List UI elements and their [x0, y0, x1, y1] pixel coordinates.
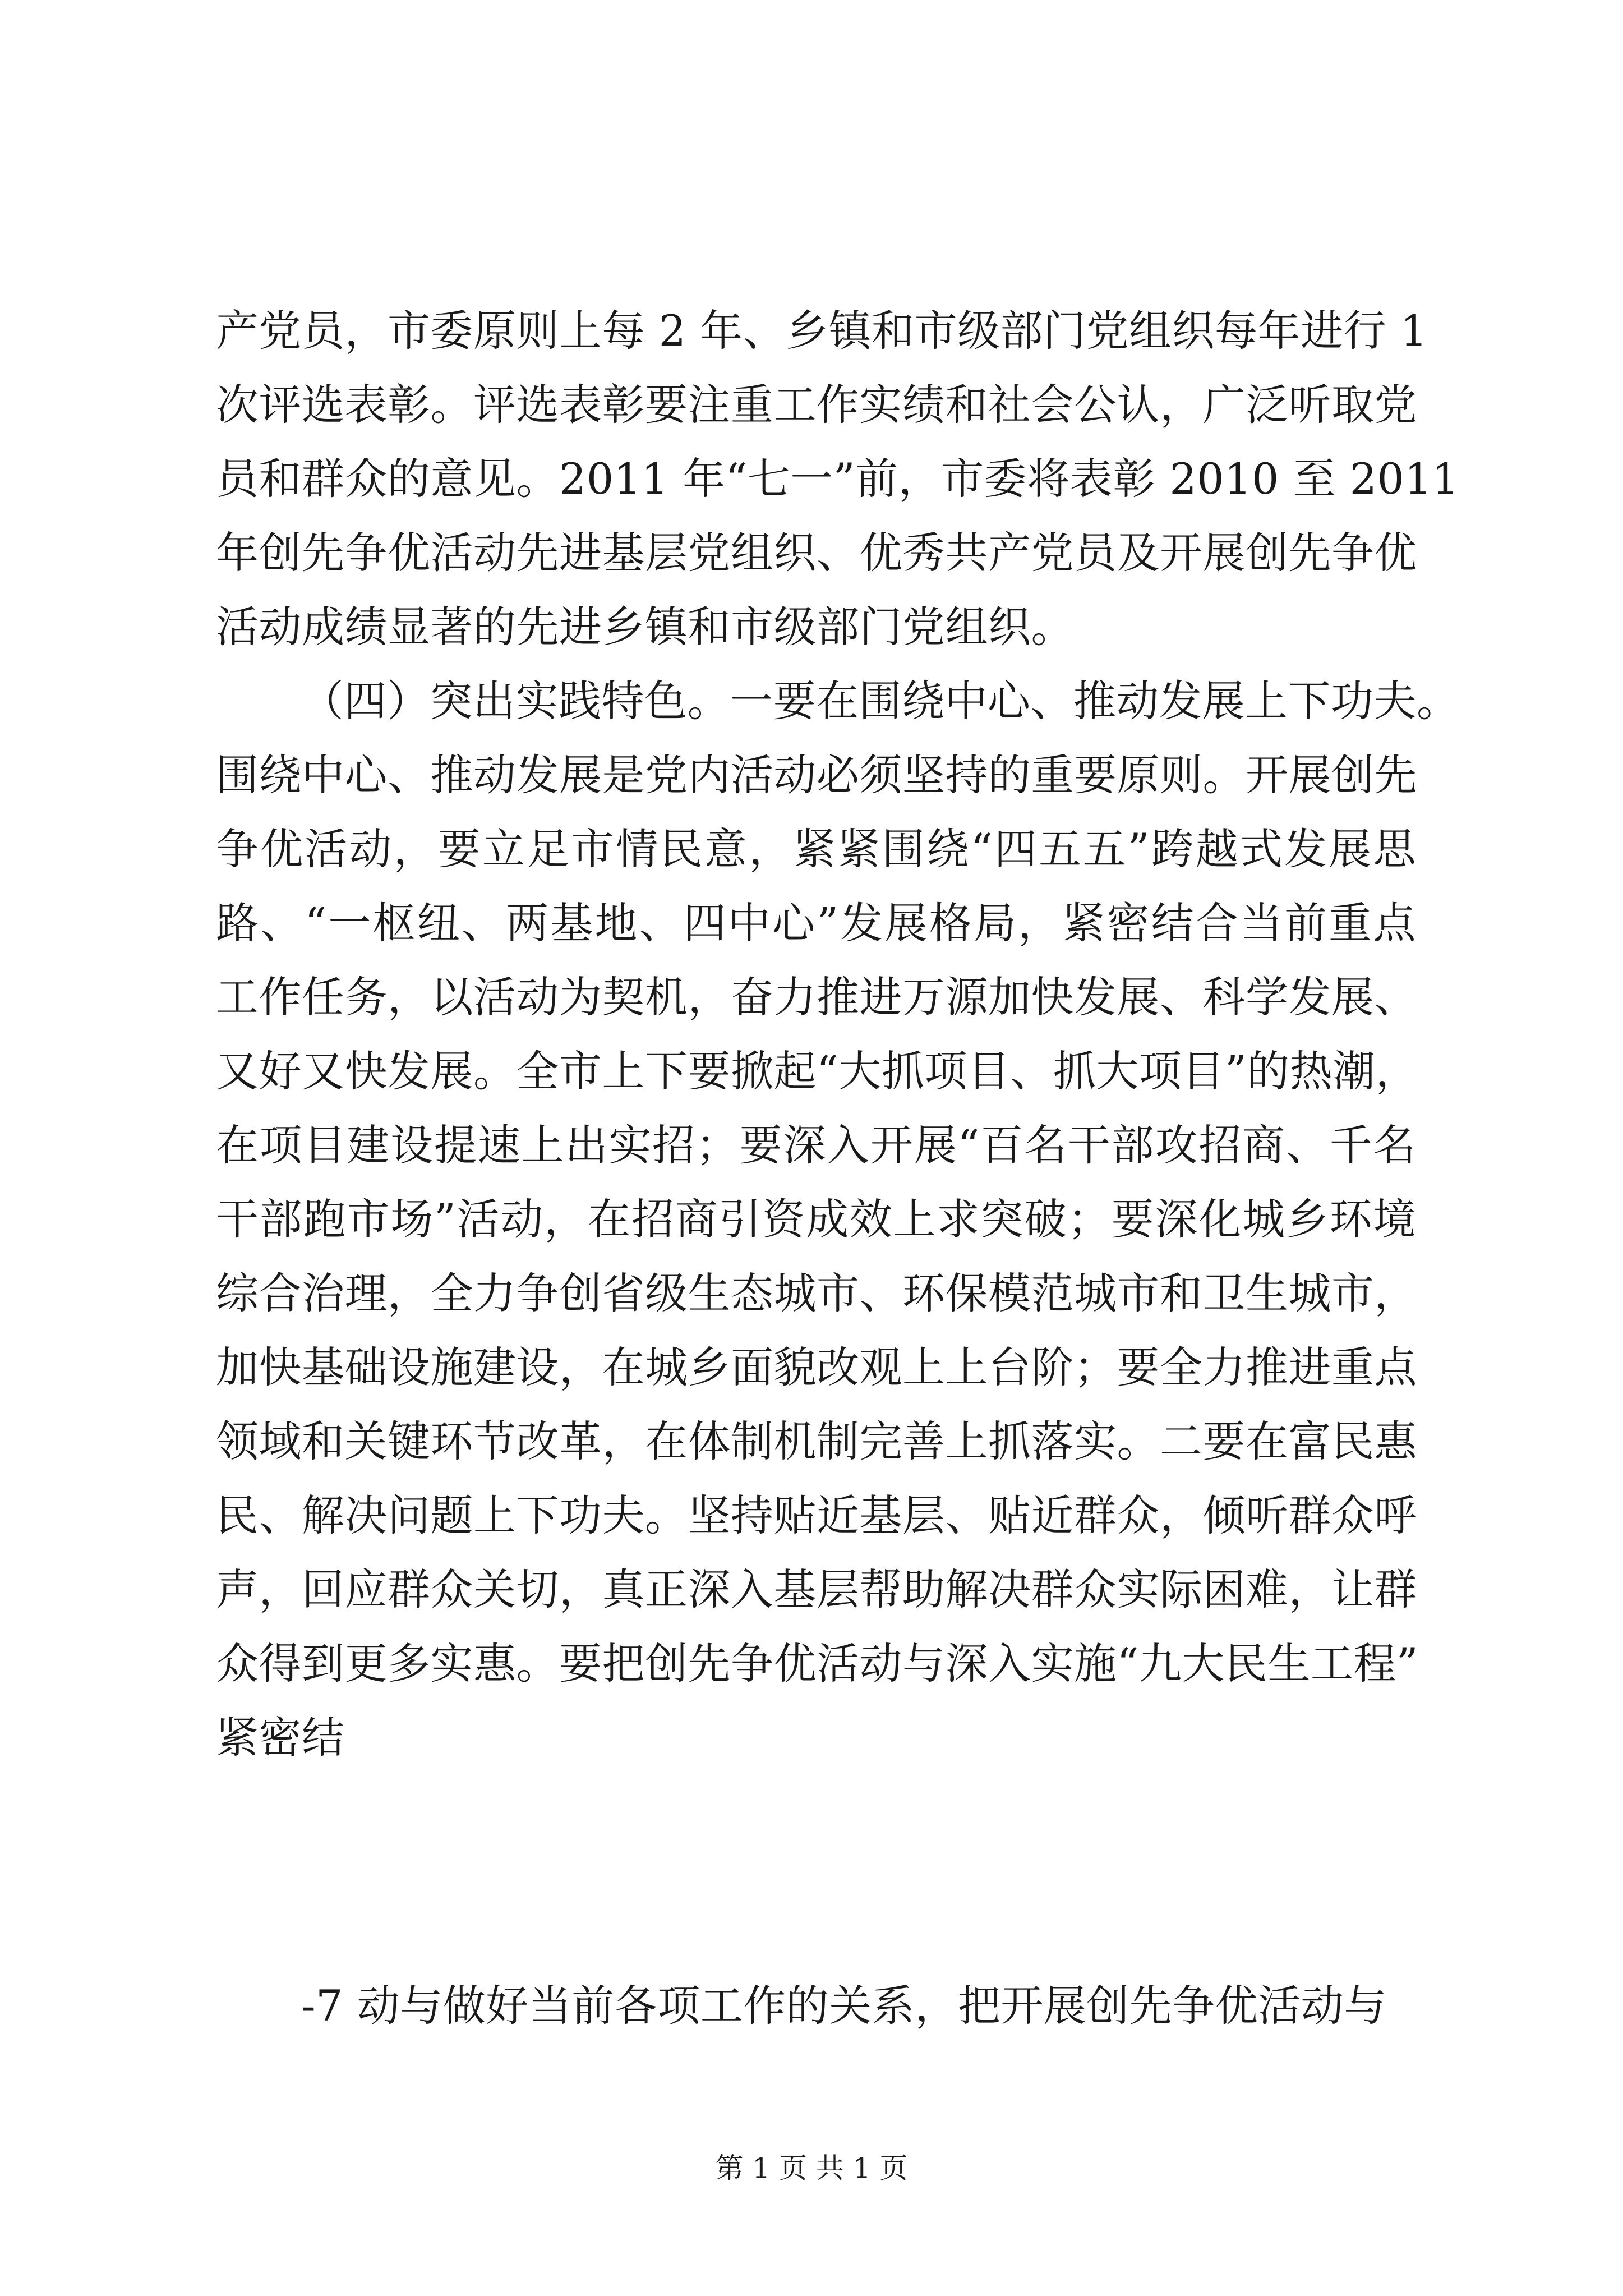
- text-line: 工作任务，以活动为契机，奋力推进万源加快发展、科学发展、: [216, 972, 1417, 1022]
- text-line: 产党员，市委原则上每 2 年、乡镇和市级部门党组织每年进行 1: [216, 306, 1428, 356]
- text-line: 紧密结: [216, 1713, 345, 1763]
- text-line: 民、解决问题上下功夫。坚持贴近基层、贴近群众，倾听群众呼: [216, 1490, 1417, 1540]
- text-line: 众得到更多实惠。要把创先争优活动与深入实施“九大民生工程”: [216, 1639, 1419, 1688]
- page-footer: [0, 2148, 1623, 2188]
- continuation-fragment: [216, 1969, 1416, 2043]
- text-line: 路、“一枢纽、两基地、四中心”发展格局，紧密结合当前重点: [216, 898, 1416, 948]
- text-line: 次评选表彰。评选表彰要注重工作实绩和社会公认，广泛听取党: [216, 380, 1417, 430]
- text-line: 争优活动，要立足市情民意，紧紧围绕“四五五”跨越式发展思: [216, 824, 1416, 874]
- page-number-label: 第 1 页 共 1 页: [715, 2152, 908, 2184]
- text-line: 领域和关键环节改革，在体制机制完善上抓落实。二要在富民惠: [216, 1416, 1417, 1466]
- body-text: [216, 294, 1460, 1775]
- text-line: 干部跑市场”活动，在招商引资成效上求突破；要深化城乡环境: [216, 1194, 1416, 1244]
- text-line: 围绕中心、推动发展是党内活动必须坚持的重要原则。开展创先: [216, 750, 1417, 800]
- text-line: 年创先争优活动先进基层党组织、优秀共产党员及开展创先争优: [216, 528, 1417, 578]
- section-heading-line: （四）突出实践特色。一要在围绕中心、推动发展上下功夫。: [301, 676, 1460, 726]
- text-line: 加快基础设施建设，在城乡面貌改观上上台阶；要全力推进重点: [216, 1342, 1417, 1392]
- text-line: 员和群众的意见。2011 年“七一”前，市委将表彰 2010 至 2011: [216, 454, 1460, 504]
- text-line: 又好又快发展。全市上下要掀起“大抓项目、抓大项目”的热潮，: [216, 1046, 1419, 1096]
- text-line: 活动成绩显著的先进乡镇和市级部门党组织。: [216, 602, 1074, 652]
- text-line: 声，回应群众关切，真正深入基层帮助解决群众实际困难，让群: [216, 1565, 1417, 1614]
- text-line: 在项目建设提速上出实招；要深入开展“百名干部攻招商、千名: [216, 1120, 1416, 1170]
- text-line: 综合治理，全力争创省级生态城市、环保模范城市和卫生城市，: [216, 1268, 1417, 1318]
- fragment-line: -7 动与做好当前各项工作的关系，把开展创先争优活动与: [301, 1981, 1387, 2031]
